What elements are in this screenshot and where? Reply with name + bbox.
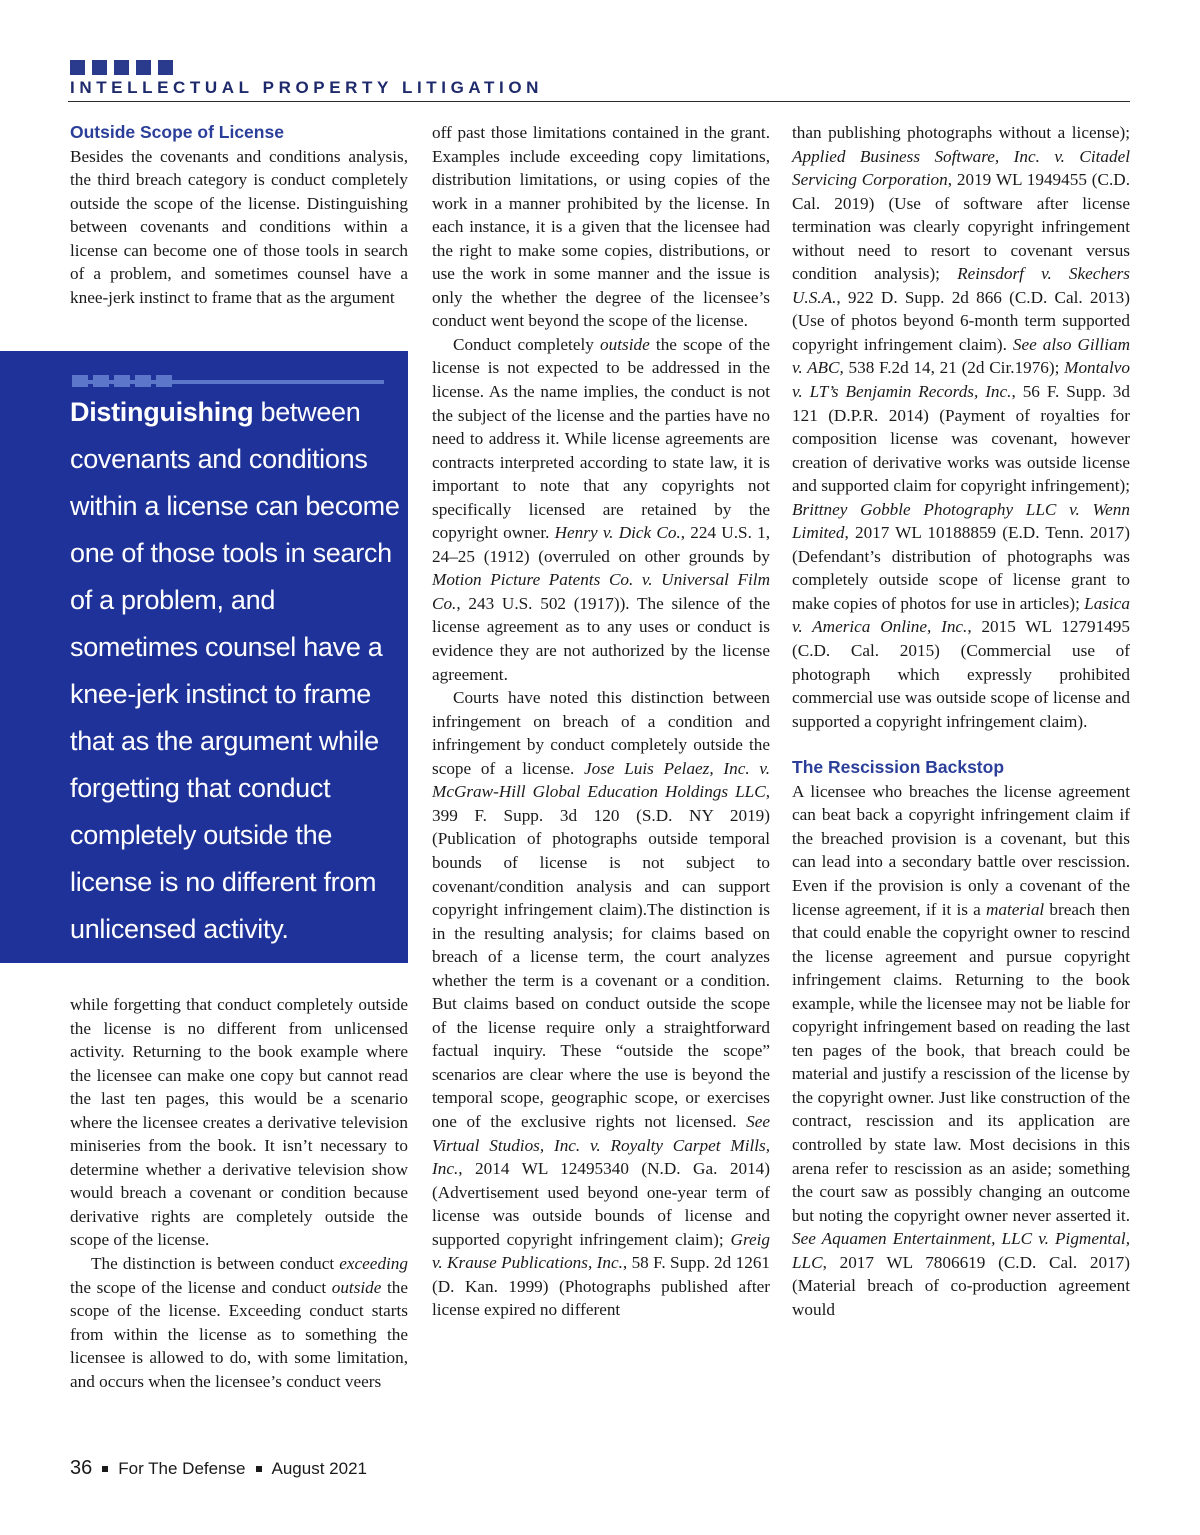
pull-quote-box — [0, 351, 408, 963]
body-paragraph: than publishing photographs without a license); Applied Business Software, Inc. v. Citadel Servicing Corporation, 2019 WL 1949455 (C.D. Cal. 2019) (Use of software after license termination was clearly copyright infringement without need to resort to covenant versus condition analysis); Reinsdorf v. Skechers U.S.A., 922 D. Supp. 2d 866 (C.D. Cal. 2013) (Use of photos beyond 6-month term supported copyright infringement claim). See also Gilliam v. ABC, 538 F.2d 14, 21 (2d Cir.1976); Montalvo v. LT’s Benjamin Records, Inc., 56 F. Supp. 3d 121 (D.P.R. 2014) (Payment of royalties for composition license was covenant, however creation of derivative works was outside license and supported claim for copyright infringement); Brittney Gobble Photography LLC v. Wenn Limited, 2017 WL 10188859 (E.D. Tenn. 2017) (Defendant’s distribution of photographs was completely outside scope of license grant to make copies of photos for use in articles); Lasica v. America Online, Inc., 2015 WL 12791495 (C.D. Cal. 2015) (Commercial use of photograph which expressly prohibited commercial use was outside scope of license and supported a copyright infringement claim). — [792, 123, 1130, 731]
body-paragraph: Conduct completely outside the scope of the license is not expected to be addressed in the license. As the name implies, the conduct is not the subject of the license and the parties have no need to address it. While license agreements are contracts interpreted according to state law, it is important to note that any copyrights not specifically licensed are retained by the copyright owner. Henry v. Dick Co., 224 U.S. 1, 24–25 (1912) (overruled on other grounds by Motion Picture Patents Co. v. Universal Film Co., 243 U.S. 502 (1917)). The silence of the license agreement as to any uses or conduct is evidence they are not authorized by the license agreement. — [432, 334, 771, 684]
section-title: INTELLECTUAL PROPERTY LITIGATION — [70, 78, 544, 97]
ornament-square — [92, 60, 107, 75]
page-number: 36 — [70, 1457, 93, 1479]
pull-quote-text: Distinguishing between covenants and conditions within a license can become one of those tools in search of a problem, and sometimes counsel have a knee-jerk instinct to frame that as the argument while forgetting that conduct completely outside the license is no different from unlicensed activity. — [70, 397, 400, 944]
body-paragraph: off past those limitations contained in the grant. Examples include exceeding copy limitations, distribution limitations, or using copies of the work in a manner prohibited by the license. In each instance, it is a given that the licensee had the right to make some copies, distributions, or use the work in some manner and the issue is only the whether the degree of the licensee’s conduct went beyond the scope of the license. — [432, 123, 770, 331]
body-paragraph: Besides the covenants and conditions analysis, the third breach category is conduct completely outside the scope of the license. Distinguishing between covenants and conditions within a license can become one of those tools in search of a problem, and sometimes counsel have a knee-jerk instinct to frame that as the argument — [70, 146, 408, 307]
pull-quote-square-ornament — [72, 375, 172, 387]
column-1-top — [70, 121, 408, 309]
header-square-ornament — [70, 60, 173, 75]
page-footer — [70, 1457, 367, 1480]
header-rule — [68, 101, 1130, 102]
column-1-bottom — [70, 993, 408, 1393]
body-paragraph: while forgetting that conduct completely outside the license is no different from unlicensed activity. Returning to the book example where the licensee can make one copy but cannot read the last ten pages, this would be a scenario where the licensee creates a derivative television miniseries from the book. It isn’t necessary to determine whether a derivative television show would breach a covenant or condition because derivative rights are completely outside the scope of the license. — [70, 995, 408, 1250]
body-paragraph: The distinction is between conduct exceeding the scope of the license and conduct outside the scope of the license. Exceeding conduct starts from within the license as to something the licensee is allowed to do, with some limitation, and occurs when the licensee’s conduct veers — [70, 1254, 409, 1391]
column-2 — [432, 121, 770, 1322]
footer-bullet — [102, 1466, 108, 1472]
ornament-square — [135, 375, 151, 387]
column-3 — [792, 121, 1130, 1321]
ornament-square — [136, 60, 151, 75]
ornament-square — [70, 60, 85, 75]
subheading-outside-scope: Outside Scope of License — [70, 122, 284, 142]
publication-name: For The Defense — [118, 1458, 246, 1478]
ornament-square — [72, 375, 88, 387]
issue-date: August 2021 — [271, 1458, 367, 1478]
subheading-rescission-backstop: The Rescission Backstop — [792, 757, 1005, 778]
ornament-square — [114, 60, 129, 75]
body-paragraph: A licensee who breaches the license agreement can beat back a copyright infringement claim if the breached provision is a covenant, but this can lead into a secondary battle over rescission. Even if the provision is only a covenant of the license agreement, if it is a material breach then that could enable the copyright owner to rescind the license agreement and pursue copyright infringement claims. Returning to the book example, while the licensee may not be liable for copyright infringement based on reading the last ten pages of the book, that breach could be material and justify a rescission of the license by the copyright owner. Just like construction of the contract, rescission and its application are controlled by state law. Most decisions in this arena refer to rescission as an aside; something the court saw as possibly changing an outcome but noting the copyright owner never asserted it. See Aquamen Entertainment, LLC v. Pigmental, LLC, 2017 WL 7806619 (C.D. Cal. 2017) (Material breach of co-production agreement would — [792, 781, 1130, 1319]
ornament-square — [156, 375, 172, 387]
section-spacer — [792, 733, 1130, 756]
body-paragraph: Courts have noted this distinction between infringement on breach of a condition and infringement by conduct completely outside the scope of a license. Jose Luis Pelaez, Inc. v. McGraw-Hill Global Education Holdings LLC, 399 F. Supp. 3d 120 (S.D. NY 2019) (Publication of photographs outside temporal bounds of license is not subject to covenant/condition analysis and can support copyright infringement claim).The distinction is in the resulting analysis; for claims based on breach of a license term, the court analyzes whether the term is a covenant or a condition. But claims based on conduct outside the scope of the license require only a straightforward factual inquiry. These “outside the scope” scenarios are clear where the use is beyond the temporal scope, geographic scope, or exercises one of the exclusive rights not licensed. See Virtual Studios, Inc. v. Royalty Carpet Mills, Inc., 2014 WL 12495340 (N.D. Ga. 2014) (Advertisement used beyond one-year term of license was outside bounds of license and supported copyright infringement claim); Greig v. Krause Publications, Inc., 58 F. Supp. 2d 1261 (D. Kan. 1999) (Photographs published after license expired no different — [432, 688, 771, 1320]
ornament-square — [158, 60, 173, 75]
footer-bullet — [256, 1466, 262, 1472]
ornament-square — [114, 375, 130, 387]
ornament-square — [93, 375, 109, 387]
